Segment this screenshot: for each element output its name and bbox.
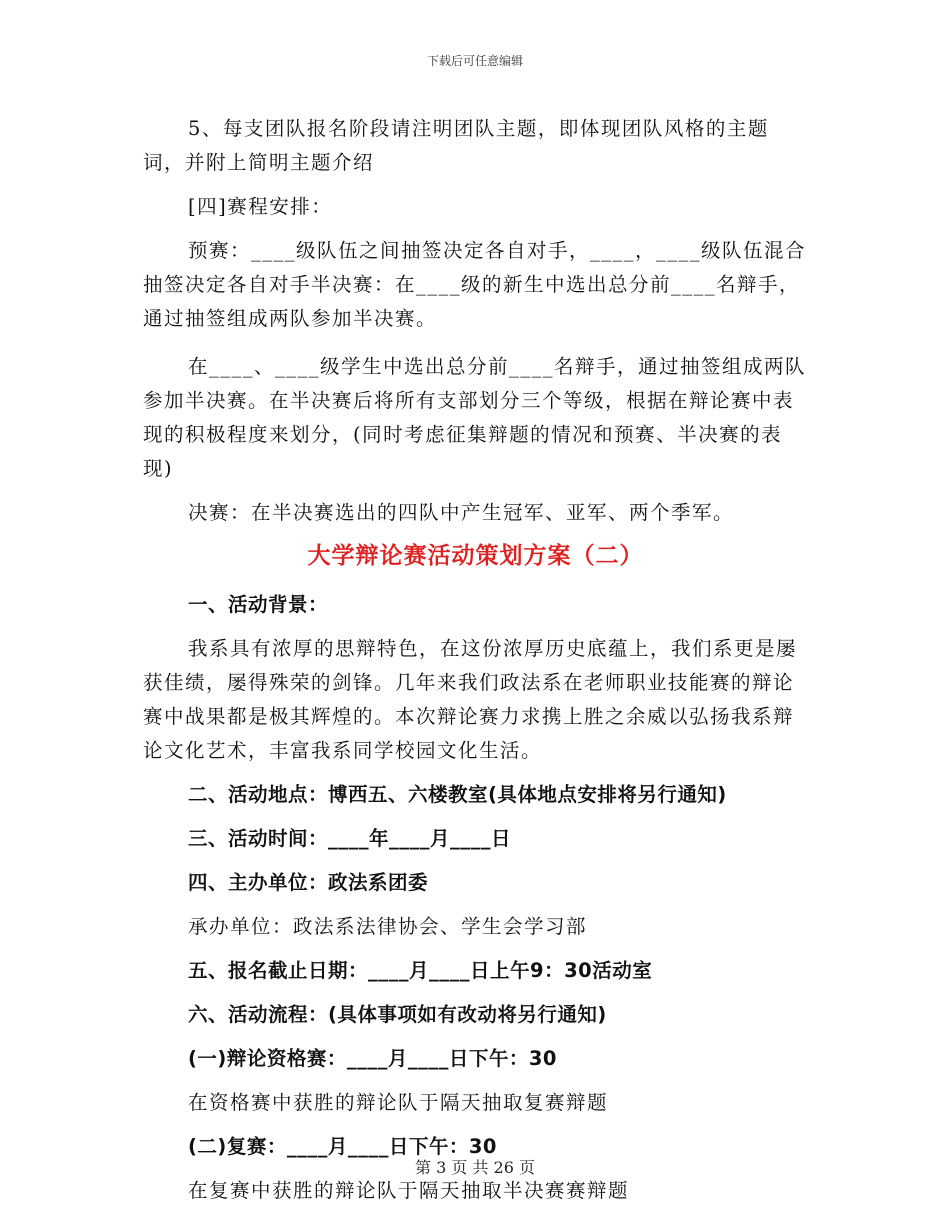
section-location: 二、活动地点：博西五、六楼教室(具体地点安排将另行通知) — [188, 783, 727, 806]
document-body — [143, 112, 808, 1208]
process-qualifier-text: 在资格赛中获胜的辩论队于隔天抽取复赛辩题 — [188, 1091, 609, 1114]
section-time: 三、活动时间：____年____月____日 — [188, 827, 512, 850]
section-deadline: 五、报名截止日期：____月____日上午9：30活动室 — [188, 959, 653, 982]
co-organizer-text: 承办单位：政法系法律协会、学生会学习部 — [188, 915, 588, 938]
section-background-heading: 一、活动背景： — [188, 593, 329, 616]
section-organizer: 四、主办单位：政法系团委 — [188, 871, 429, 894]
process-rematch: (二)复赛：____月____日下午：30 — [188, 1135, 497, 1158]
paragraph-team-theme: 5、每支团队报名阶段请注明团队主题，即体现团队风格的主题词，并附上简明主题介绍 — [143, 117, 769, 174]
document-title: 大学辩论赛活动策划方案（二） — [307, 543, 644, 569]
process-rematch-text: 在复赛中获胜的辩论队于隔天抽取半决赛赛辩题 — [188, 1179, 630, 1202]
page-header-note: 下载后可任意编辑 — [426, 54, 523, 68]
page-footer-number: 第 3 页 共 26 页 — [415, 1158, 535, 1177]
paragraph-background: 我系具有浓厚的思辩特色，在这份浓厚历史底蕴上，我们系更是屡获佳绩，屡得殊荣的剑锋。几年来我们政法系在老师职业技能赛的辩论赛中战果都是极其辉煌的。本次辩论赛力求携上胜之余威以弘扬我系辩论文化艺术，丰富我系同学校园文化生活。 — [143, 637, 798, 762]
section-process: 六、活动流程：(具体事项如有改动将另行通知) — [188, 1003, 607, 1026]
process-qualifier: (一)辩论资格赛：____月____日下午：30 — [188, 1047, 557, 1070]
paragraph-preliminary: 预赛：____级队伍之间抽签决定各自对手，____，____级队伍混合抽签决定各自对手半决赛：在____级的新生中选出总分前____名辩手，通过抽签组成两队参加半决赛。 — [143, 239, 807, 330]
section-schedule-heading: [四]赛程安排： — [188, 195, 333, 218]
paragraph-semifinal: 在____、____级学生中选出总分前____名辩手，通过抽签组成两队参加半决赛。在半决赛后将所有支部划分三个等级，根据在辩论赛中表现的积极程度来划分，(同时考虑征集辩题的情况和预赛、半决赛的表现) — [143, 355, 807, 480]
paragraph-final: 决赛：在半决赛选出的四队中产生冠军、亚军、两个季军。 — [188, 501, 735, 524]
